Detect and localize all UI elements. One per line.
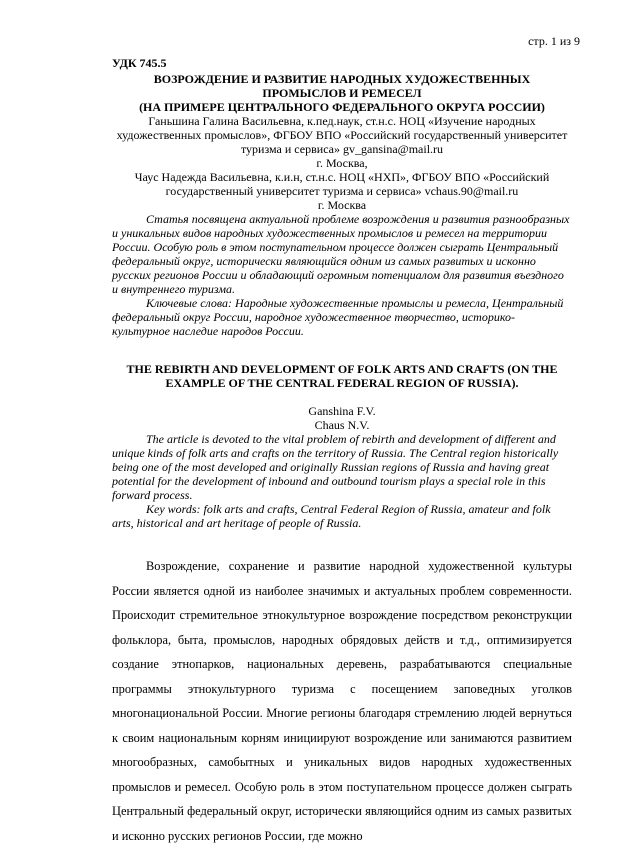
ru-author-1: Ганьшина Галина Васильевна, к.пед.наук, ст.н.с. НОЦ «Изучение народных художественных промыслов», ФГБОУ ВПО «Российский государственный университет туризма и сервиса» gv_gansina@mail.ru xyxy=(116,114,568,156)
ru-title-line: ВОЗРОЖДЕНИЕ И РАЗВИТИЕ НАРОДНЫХ ХУДОЖЕСТВЕННЫХ xyxy=(153,72,531,86)
ru-keywords: Ключевые слова: Народные художественные промыслы и ремесла, Центральный федеральный округ России, народное художественное творчество, историко-культурное наследие народов России. xyxy=(112,296,564,338)
udk-code: УДК 745.5 xyxy=(112,56,167,70)
en-keywords: Key words: folk arts and crafts, Central Federal Region of Russia, amateur and folk arts, historical and art heritage of people of Russia. xyxy=(112,502,551,530)
ru-title-line: ПРОМЫСЛОВ И РЕМЕСЕЛ xyxy=(262,86,422,100)
body-paragraph: Возрождение, сохранение и развитие народной художественной культуры России является одной из наиболее значимых и актуальных проблем современности. Происходит стремительное этнокультурное возрождение посредством реконструкции фольклора, быта, промыслов, народных обрядовых действ и т.д., оптимизируется создание этнопарков, национальных деревень, разрабатываются специальные программы этнокультурного туризма с посещением заповедных уголков многонациональной России. Многие регионы благодаря стремлению людей вернуться к своим национальным корням инициируют возрождение или занимаются развитием многообразных, самобытных и уникальных видов народных художественных промыслов и ремесел. Особую роль в этом поступательном процессе должен сыграть Центральный федеральный округ, исторически являющийся одним из самых развитых и исконно русских регионов России, где можно xyxy=(112,559,572,843)
article-content xyxy=(112,72,572,848)
ru-city-2: г. Москва xyxy=(317,198,367,212)
ru-title xyxy=(112,72,572,114)
en-author-2: Chaus N.V. xyxy=(314,418,370,432)
ru-city-1: г. Москва, xyxy=(316,156,368,170)
ru-title-line: (НА ПРИМЕРЕ ЦЕНТРАЛЬНОГО ФЕДЕРАЛЬНОГО ОКРУГА РОССИИ) xyxy=(139,100,545,114)
ru-abstract: Статья посвящена актуальной проблеме возрождения и развития разнообразных и уникальных видов народных художественных промыслов и ремесел на территории России. Особую роль в этом поступательном процессе должен сыграть Центральный федеральный округ, исторически являющийся одним из самых развитых и исконно русских регионов России и обладающий огромным потенциалом для развития въездного и внутреннего туризма. xyxy=(112,212,570,296)
ru-author-2: Чаус Надежда Васильевна, к.и.н, ст.н.с. НОЦ «НХП», ФГБОУ ВПО «Российский государственный университет туризма и сервиса» vchaus.90@mail.ru xyxy=(134,170,550,198)
page-number: стр. 1 из 9 xyxy=(528,34,580,48)
en-abstract: The article is devoted to the vital problem of rebirth and development of different and unique kinds of folk arts and crafts on the territory of Russia. The Central region historically being one of the most developed and originally Russian regions of Russia and having great potential for the development of inbound and outbound tourism plays a special role in this forward process. xyxy=(112,432,559,502)
en-author-1: Ganshina F.V. xyxy=(308,404,376,418)
en-title: THE REBIRTH AND DEVELOPMENT OF FOLK ARTS AND CRAFTS (ON THE EXAMPLE OF THE CENTRAL FEDERAL REGION OF RUSSIA). xyxy=(126,362,558,390)
